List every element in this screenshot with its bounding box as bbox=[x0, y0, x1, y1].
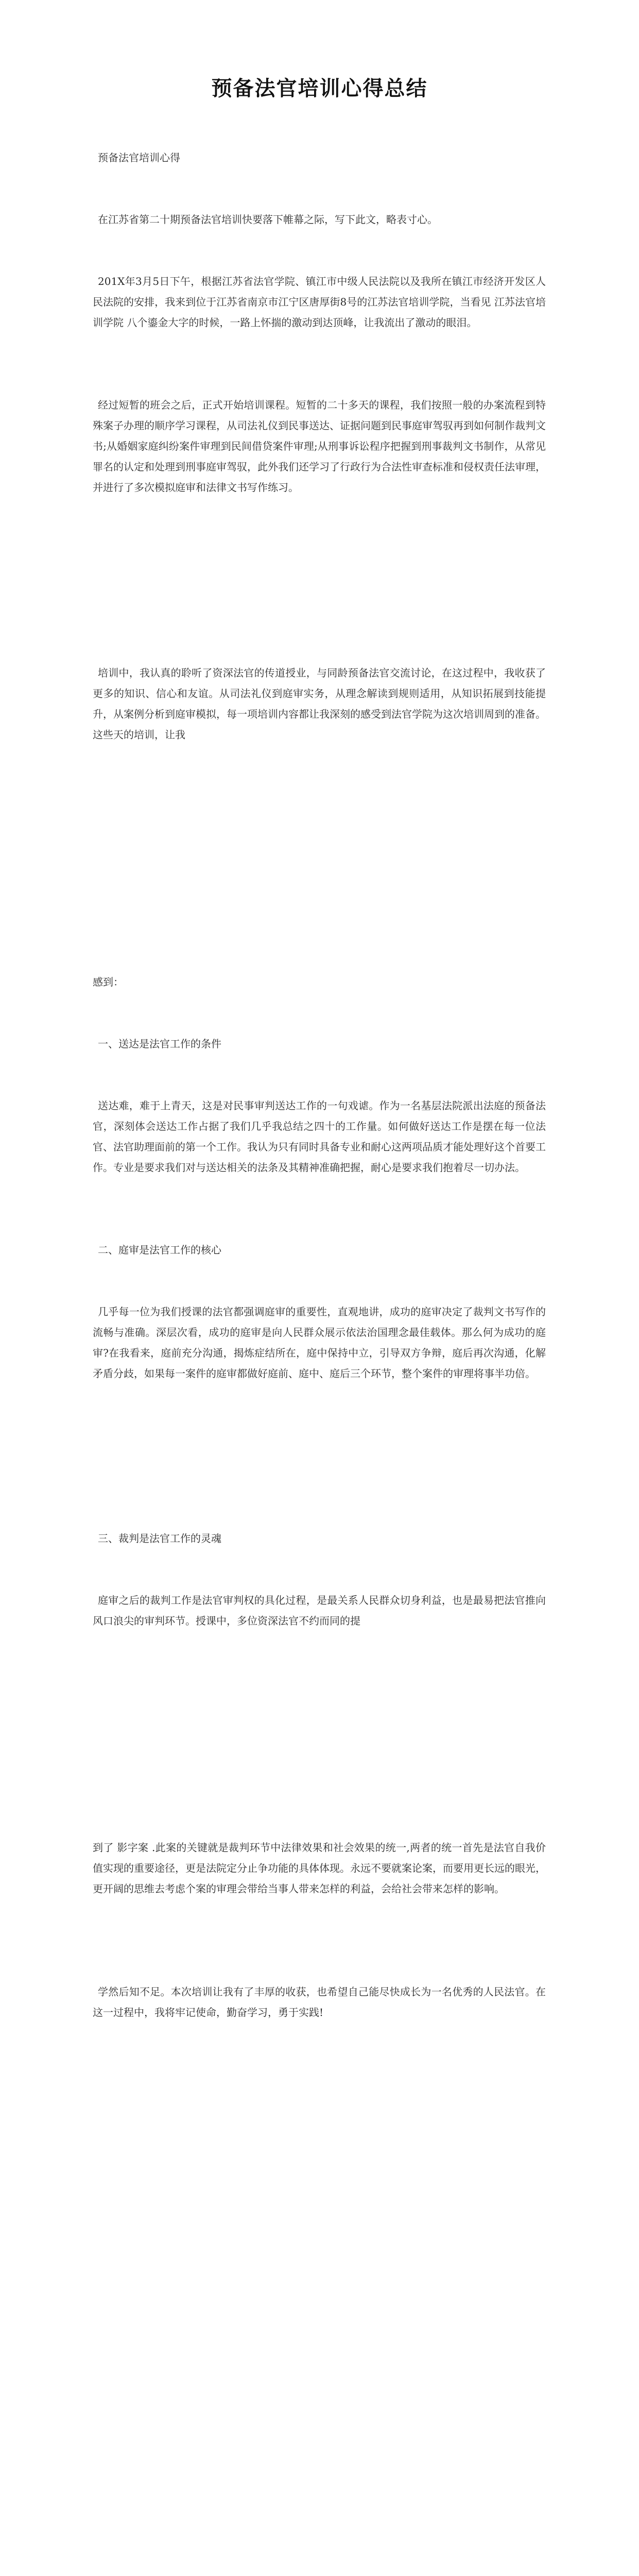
section-heading-trial: 二、庭审是法官工作的核心 bbox=[98, 1244, 221, 1256]
paragraph-intro: 在江苏省第二十期预备法官培训快要落下帷幕之际，写下此文，略表寸心。 bbox=[98, 213, 438, 226]
paragraph-trial: 几乎每一位为我们授课的法官都强调庭审的重要性，直观地讲，成功的庭审决定了裁判文书写作的流畅与准确。深层次看，成功的庭审是向人民群众展示依法治国理念最佳载体。那么何为成功的庭审?在我看来，庭前充分沟通，揭炼症结所在，庭中保持中立，引导双方争辩，庭后再次沟通，化解矛盾分歧，如果每一案件的庭审都做好庭前、庭中、庭后三个环节，整个案件的审理将事半功倍。 bbox=[93, 1306, 546, 1380]
document-subtitle: 预备法官培训心得 bbox=[98, 151, 180, 164]
paragraph-feeling-lead: 感到： bbox=[93, 976, 124, 988]
paragraph-training: 培训中，我认真的聆听了资深法官的传道授业，与同龄预备法官交流讨论，在这过程中，我收获了更多的知识、信心和友谊。从司法礼仪到庭审实务，从理念解读到规则适用，从知识拓展到技能提升，从案例分析到庭审模拟，每一项培训内容都让我深刻的感受到法官学院为这次培训周到的准备。这些天的培训，让我 bbox=[93, 667, 546, 741]
paragraph-conclusion: 学然后知不足。本次培训让我有了丰厚的收获，也希望自己能尽快成长为一名优秀的人民法官。在这一过程中，我将牢记使命，勤奋学习，勇于实践! bbox=[93, 1986, 546, 2019]
paragraph-judgment-start: 庭审之后的裁判工作是法官审判权的具化过程，是最关系人民群众切身利益，也是最易把法官推向风口浪尖的审判环节。授课中，多位资深法官不约而同的提 bbox=[93, 1594, 546, 1627]
paragraph-service: 送达难，难于上青天，这是对民事审判送达工作的一句戏谑。作为一名基层法院派出法庭的预备法官，深刻体会送达工作占据了我们几乎我总结之四十的工作量。如何做好送达工作是摆在每一位法官、法官助理面前的第一个工作。我认为只有同时具备专业和耐心这两项品质才能处理好这个首要工作。专业是要求我们对与送达相关的法条及其精神准确把握，耐心是要求我们抱着尽一切办法。 bbox=[93, 1099, 546, 1174]
section-heading-judgment: 三、裁判是法官工作的灵魂 bbox=[98, 1532, 221, 1545]
document-title: 预备法官培训心得总结 bbox=[211, 77, 428, 100]
paragraph-curriculum: 经过短暂的班会之后，正式开始培训课程。短暂的二十多天的课程，我们按照一般的办案流程到特殊案子办理的顺序学习课程，从司法礼仪到民事送达、证据问题到民事庭审驾驭再到如何制作裁判文书;从婚姻家庭纠纷案件审理到民间借贷案件审理;从刑事诉讼程序把握到刑事裁判文书制作，从常见罪名的认定和处理到刑事庭审驾驭，此外我们还学习了行政行为合法性审查标准和侵权责任法审理，并进行了多次模拟庭审和法律文书写作练习。 bbox=[93, 399, 546, 494]
section-heading-service: 一、送达是法官工作的条件 bbox=[98, 1038, 221, 1050]
paragraph-judgment-continued: 到了 影字案 .此案的关键就是裁判环节中法律效果和社会效果的统一,两者的统一首先是法官自我价值实现的重要途径，更是法院定分止争功能的具体体现。永远不要就案论案，而要用更长远的眼光，更开阔的思维去考虑个案的审理会带给当事人带来怎样的利益，会给社会带来怎样的影响。 bbox=[93, 1841, 546, 1895]
paragraph-arrival: 201X年3月5日下午，根据江苏省法官学院、镇江市中级人民法院以及我所在镇江市经济开发区人民法院的安排，我来到位于江苏省南京市江宁区唐厚街8号的江苏法官培训学院，当看见 江苏法官培训学院 八个鎏金大字的时候，一路上怀揣的激动到达顶峰，让我流出了激动的眼泪。 bbox=[93, 275, 546, 329]
